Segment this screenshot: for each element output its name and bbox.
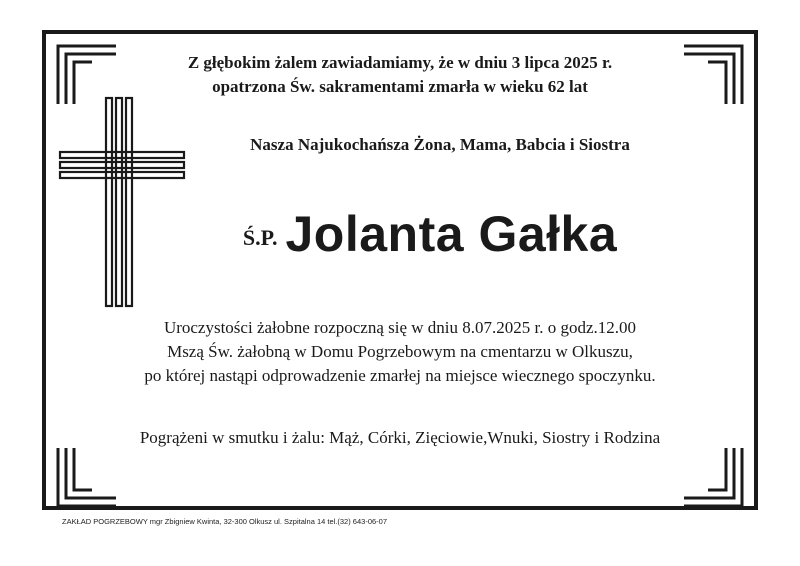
mourners-line: Pogrążeni w smutku i żalu: Mąż, Córki, Zięciowie,Wnuki, Siostry i Rodzina	[139, 428, 661, 447]
funeral-home-footer: ZAKŁAD POGRZEBOWY mgr Zbigniew Kwinta, 32-300 Olkusz ul. Szpitalna 14 tel.(32) 643-06-07	[62, 517, 388, 526]
ceremony-line-3: po której nastąpi odprowadzenie zmarłej na miejsce wiecznego spoczynku.	[144, 366, 656, 385]
relation-line: Nasza Najukochańsza Żona, Mama, Babcia i Siostra	[250, 135, 630, 154]
cross-icon	[56, 96, 188, 308]
corner-ornament-bottom-left	[54, 446, 118, 510]
announcement-line-2: opatrzona Św. sakramentami zmarła w wieku 62 lat	[212, 77, 588, 96]
ceremony-line-2: Mszą Św. żałobną w Domu Pogrzebowym na cmentarzu w Olkuszu,	[167, 342, 633, 361]
corner-ornament-bottom-right	[682, 446, 746, 510]
deceased-name-block	[120, 205, 740, 263]
ceremony-line-1: Uroczystości żałobne rozpoczną się w dniu 8.07.2025 r. o godz.12.00	[163, 318, 637, 337]
deceased-prefix: Ś.P.	[242, 225, 278, 250]
deceased-name: Jolanta Gałka	[285, 206, 618, 262]
announcement-line-1: Z głębokim żalem zawiadamiamy, że w dniu 3 lipca 2025 r.	[187, 53, 613, 72]
